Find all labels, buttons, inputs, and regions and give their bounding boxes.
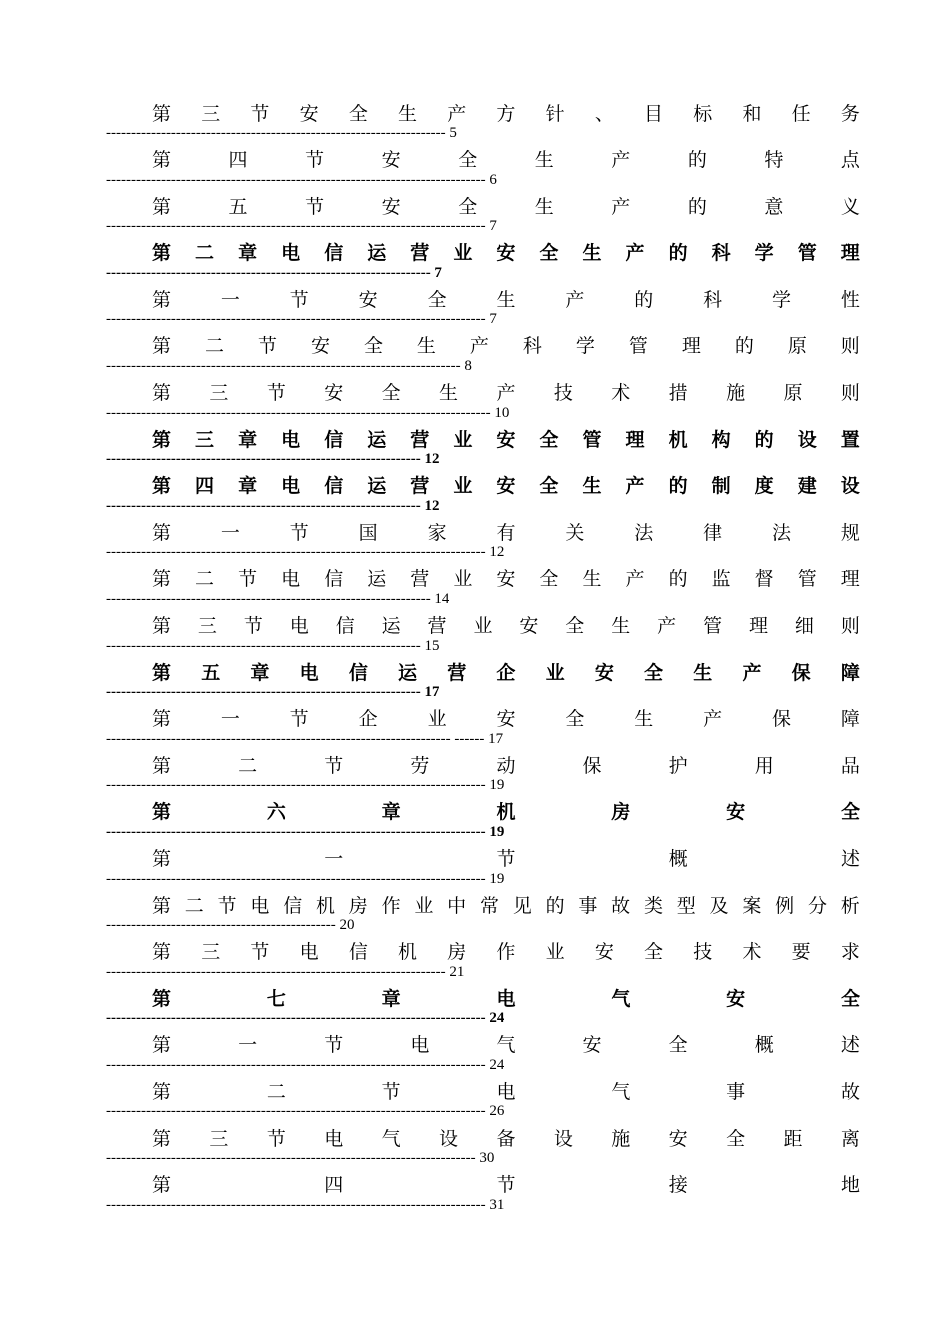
- toc-entry-title: 第 一 节 安 全 生 产 的 科 学 性: [152, 289, 860, 311]
- toc-section-entry: [0, 1171, 950, 1218]
- toc-entry-title: 第 三 节 安 全 生 产 技 术 措 施 原 则: [152, 383, 860, 405]
- toc-chapter-entry: [0, 658, 950, 705]
- toc-entry-title: 第 五 章 电 信 运 营 企 业 安 全 生 产 保 障: [152, 662, 860, 684]
- toc-entry-leader-page: ----------------------------------------------------------------- 14: [106, 590, 450, 607]
- toc-section-entry: [0, 285, 950, 332]
- toc-chapter-entry: [0, 472, 950, 519]
- toc-section-entry: [0, 518, 950, 565]
- table-of-contents: [0, 99, 950, 1217]
- toc-entry-leader-page: --------------------------------------------------------------------- ------ 17: [106, 730, 504, 747]
- toc-section-entry: [0, 1031, 950, 1078]
- toc-entry-title: 第 二 节 电 信 运 营 业 安 全 生 产 的 监 督 管 理: [152, 569, 860, 591]
- toc-entry-leader-page: ---------------------------------------------------------------------------- 31: [106, 1196, 505, 1213]
- toc-section-entry: [0, 565, 950, 612]
- toc-entry-leader-page: ---------------------------------------------------------------------------- 7: [106, 311, 497, 328]
- toc-entry-leader-page: --------------------------------------------------------------- 17: [106, 684, 440, 701]
- toc-entry-title: 第 三 节 电 信 运 营 业 安 全 生 产 管 理 细 则: [152, 616, 860, 638]
- toc-entry-leader-page: ---------------------------------------------------------------------------- 26: [106, 1103, 505, 1120]
- toc-entry-leader-page: ---------------------------------------------------------------------------- 24: [106, 1010, 505, 1027]
- toc-chapter-entry: [0, 798, 950, 845]
- toc-section-entry: [0, 845, 950, 892]
- toc-chapter-entry: [0, 984, 950, 1031]
- toc-entry-title: 第 一 节 概 述: [152, 849, 860, 870]
- toc-entry-title: 第 六 章 机 房 安 全: [152, 802, 860, 824]
- toc-entry-leader-page: -------------------------------------------------------------------------- 30: [106, 1150, 495, 1167]
- toc-entry-leader-page: ----------------------------------------------------------------- 7: [106, 264, 442, 281]
- toc-section-entry: [0, 612, 950, 659]
- toc-entry-leader-page: ----------------------------------------------------------------------------- 10: [106, 404, 510, 421]
- toc-entry-leader-page: --------------------------------------------------------------- 12: [106, 497, 440, 514]
- toc-section-entry: [0, 99, 950, 146]
- toc-entry-title: 第 二 节 电 气 事 故: [152, 1081, 860, 1103]
- toc-entry-title: 第 四 节 接 地: [152, 1175, 860, 1197]
- toc-entry-leader-page: ---------------------------------------------------------------------------- 7: [106, 218, 497, 235]
- toc-section-entry: [0, 938, 950, 985]
- toc-section-entry: [0, 332, 950, 379]
- toc-entry-leader-page: ---------------------------------------------- 20: [106, 917, 355, 934]
- toc-entry-title: 第 五 节 安 全 生 产 的 意 义: [152, 196, 860, 218]
- toc-entry-title: 第 三 节 电 气 设 备 设 施 安 全 距 离: [152, 1128, 860, 1150]
- toc-entry-leader-page: --------------------------------------------------------------- 15: [106, 637, 440, 654]
- toc-entry-title: 第 四 节 安 全 生 产 的 特 点: [152, 150, 860, 172]
- toc-entry-title: 第 三 节 安 全 生 产 方 针 、 目 标 和 任 务: [152, 103, 860, 125]
- toc-section-entry: [0, 146, 950, 193]
- toc-entry-title: 第 七 章 电 气 安 全: [152, 988, 860, 1010]
- toc-entry-title: 第 一 节 国 家 有 关 法 律 法 规: [152, 522, 860, 544]
- toc-entry-title: 第 一 节 企 业 安 全 生 产 保 障: [152, 709, 860, 731]
- toc-chapter-entry: [0, 239, 950, 286]
- toc-entry-leader-page: ---------------------------------------------------------------------------- 19: [106, 823, 505, 840]
- toc-entry-title: 第 二 节 电 信 机 房 作 业 中 常 见 的 事 故 类 型 及 案 例 分 析: [152, 895, 860, 917]
- toc-chapter-entry: [0, 425, 950, 472]
- toc-entry-leader-page: ----------------------------------------------------------------------- 8: [106, 357, 472, 374]
- toc-entry-title: 第 四 章 电 信 运 营 业 安 全 生 产 的 制 度 建 设: [152, 476, 860, 498]
- toc-entry-leader-page: -------------------------------------------------------------------- 5: [106, 125, 457, 141]
- toc-section-entry: [0, 379, 950, 426]
- toc-entry-title: 第 二 节 劳 动 保 护 用 品: [152, 755, 860, 777]
- toc-entry-title: 第 二 节 安 全 生 产 科 学 管 理 的 原 则: [152, 336, 860, 358]
- toc-section-entry: [0, 751, 950, 798]
- toc-section-entry: [0, 891, 950, 938]
- toc-entry-leader-page: --------------------------------------------------------------- 12: [106, 451, 440, 468]
- toc-entry-leader-page: ---------------------------------------------------------------------------- 24: [106, 1056, 505, 1073]
- toc-section-entry: [0, 192, 950, 239]
- toc-entry-title: 第 一 节 电 气 安 全 概 述: [152, 1035, 860, 1057]
- toc-entry-title: 第 三 章 电 信 运 营 业 安 全 管 理 机 构 的 设 置: [152, 429, 860, 451]
- toc-entry-leader-page: ---------------------------------------------------------------------------- 19: [106, 777, 505, 794]
- toc-entry-leader-page: -------------------------------------------------------------------- 21: [106, 963, 465, 980]
- toc-entry-leader-page: ---------------------------------------------------------------------------- 19: [106, 870, 505, 887]
- toc-entry-title: 第 三 节 电 信 机 房 作 业 安 全 技 术 要 求: [152, 942, 860, 964]
- toc-entry-leader-page: ---------------------------------------------------------------------------- 6: [106, 171, 497, 188]
- toc-section-entry: [0, 705, 950, 752]
- toc-section-entry: [0, 1124, 950, 1171]
- toc-entry-title: 第 二 章 电 信 运 营 业 安 全 生 产 的 科 学 管 理: [152, 243, 860, 265]
- toc-entry-leader-page: ---------------------------------------------------------------------------- 12: [106, 544, 505, 561]
- toc-section-entry: [0, 1077, 950, 1124]
